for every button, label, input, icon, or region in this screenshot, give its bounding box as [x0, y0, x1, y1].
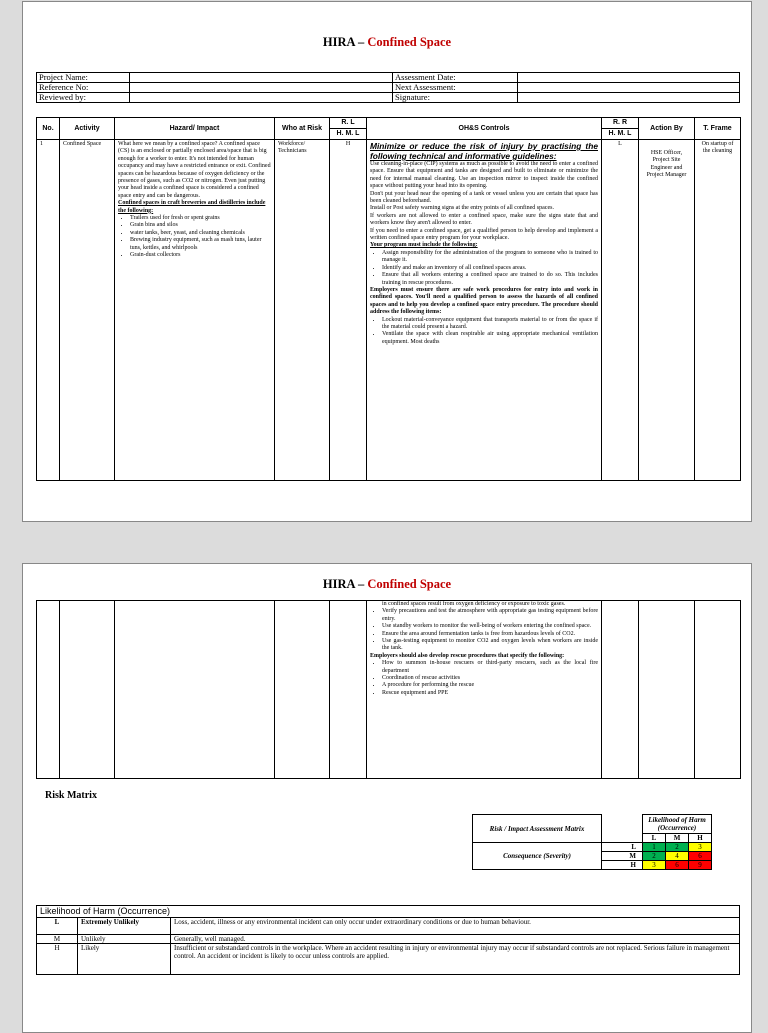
likelihood-title: Likelihood of Harm (Occurrence): [37, 906, 740, 918]
header-rr: R. R: [602, 118, 639, 129]
ohs-heading: Minimize or reduce the risk of injury by practising the following technical and informative guidelines:: [370, 141, 598, 161]
project-name-value: [130, 73, 393, 83]
col-l: L: [643, 834, 666, 843]
hazard-heading: Confined spaces in craft breweries and distilleries include the following:: [118, 200, 266, 214]
page-title: [23, 577, 751, 592]
list-item: • Use standby workers to monitor the well-being of workers entering the confined space.: [382, 623, 598, 630]
row-who: Workforce/ Technicians: [275, 140, 330, 481]
header-action: Action By: [639, 118, 695, 140]
row-h-label: H: [602, 861, 643, 870]
project-name-label: Project Name:: [37, 73, 130, 83]
ohs-para: If you need to enter a confined space, get a qualified person to help develop and implement a written confined space entry program for your workplace.: [370, 227, 598, 242]
page-title: [23, 35, 751, 50]
cont-text: in confined spaces result from oxygen deficiency or exposure to toxic gases.: [382, 601, 566, 607]
rescue-list: [370, 660, 598, 697]
list-item: • Verify precautions and test the atmosphere with appropriate gas testing equipment before entry.: [382, 608, 598, 623]
header-activity: Activity: [60, 118, 115, 140]
likelihood-name: Extremely Unlikely: [78, 918, 171, 935]
col-h: H: [689, 834, 712, 843]
hira-table: [36, 117, 741, 481]
procedure-list: [370, 317, 598, 347]
cont-rr: [602, 601, 639, 779]
list-item: • Grain bins and silos: [130, 222, 271, 229]
list-item: • Use gas-testing equipment to monitor CO2 and oxygen levels when workers are inside the tank.: [382, 638, 598, 653]
matrix-spacer: [602, 834, 643, 843]
row-tframe: On startup of the cleaning: [695, 140, 741, 481]
title-highlight: Confined Space: [367, 577, 452, 591]
header-rl: R. L: [330, 118, 367, 129]
cont-tframe: [695, 601, 741, 779]
risk-matrix-title: Risk Matrix: [45, 790, 97, 801]
employers-para: Employers must ensure there are safe work procedures for entry into and work in confined spaces. You'll need a qualified person to assess the hazards of all confined spaces and to help you develop a confined space entry procedure. The procedure should address the following items:: [370, 286, 598, 316]
likelihood-desc: Loss, accident, illness or any environmental incident can only occur under extraordinary conditions or due to human behaviour.: [171, 918, 740, 935]
cont-who: [275, 601, 330, 779]
row-no: 1: [37, 140, 60, 481]
row-rl: H: [330, 140, 367, 481]
matrix-cell: 6: [689, 852, 712, 861]
list-item: • Lockout material-conveyance equipment that transports material to or from the space if the material could present a hazard.: [382, 317, 598, 332]
likelihood-header: Likelihood of Harm (Occurrence): [643, 815, 712, 834]
header-no: No.: [37, 118, 60, 140]
list-item: • Ensure that all workers entering a confined space are trained to do so. This includes training in rescue procedures.: [382, 272, 598, 287]
ohs-para: Use cleaning-in-place (CIP) systems as much as possible to avoid the need to enter a confined space. Ensure that equipment and tanks are designed and built to eliminate or minimize the need for internal manual cleaning. Use an inspection mirror to inspect inside the confined space without putting your head into its opening.: [370, 161, 598, 190]
matrix-cell: 2: [643, 852, 666, 861]
title-prefix: HIRA –: [322, 35, 368, 49]
row-rr: L: [602, 140, 639, 481]
likelihood-name: Likely: [78, 944, 171, 975]
reference-no-value: [130, 83, 393, 93]
likelihood-table: [36, 905, 740, 975]
cont-rl: [330, 601, 367, 779]
list-item: • A procedure for performing the rescue: [382, 682, 598, 689]
list-item: • Rescue equipment and PPE: [382, 690, 598, 697]
header-who: Who at Risk: [275, 118, 330, 140]
row-m-label: M: [602, 852, 643, 861]
header-hazard: Hazard/ Impact: [115, 118, 275, 140]
header-rl-sub: H. M. L: [330, 129, 367, 140]
reviewed-by-value: [130, 93, 393, 103]
ohs-para: Install or Post safety warning signs at the entry points of all confined spaces.: [370, 205, 554, 212]
likelihood-name: Unlikely: [78, 935, 171, 944]
list-item: • How to summon in-house rescuers or third-party rescuers, such as the local fire department: [382, 660, 598, 675]
signature-label: Signature:: [393, 93, 518, 103]
list-item: • Assign responsibility for the administration of the program to someone who is trained to manage it.: [382, 250, 598, 265]
signature-value: [518, 93, 740, 103]
consequence-label: Consequence (Severity): [473, 843, 602, 870]
risk-matrix-table: [472, 814, 712, 870]
matrix-cell: 6: [666, 861, 689, 870]
ohs-para: Don't put your head near the opening of a tank or vessel unless you are certain that space has been cleaned beforehand.: [370, 190, 598, 205]
likelihood-desc: Generally, well managed.: [171, 935, 740, 944]
header-rr-sub: H. M. L: [602, 129, 639, 140]
cont-ohs: [367, 601, 602, 779]
col-m: M: [666, 834, 689, 843]
likelihood-desc: Insufficient or substandard controls in the workplace. Where an accident resulting in injury or environmental injury may occur if substandard controls are not replaced. Serious failure in management control. An accident or incident is likely to occur unless controls are applied.: [171, 944, 740, 975]
ohs-para: If workers are not allowed to enter a confined space, make sure the signs state that and workers know they aren't allowed to enter.: [370, 212, 598, 227]
matrix-cell: 9: [689, 861, 712, 870]
row-l-label: L: [602, 843, 643, 852]
assessment-date-label: Assessment Date:: [393, 73, 518, 83]
row-activity: Confined Space: [60, 140, 115, 481]
hazard-list: [118, 215, 271, 259]
hira-table-continuation: [36, 600, 741, 779]
header-ohs: OH&S Controls: [367, 118, 602, 140]
document-page-1: [22, 1, 752, 522]
matrix-cell: 4: [666, 852, 689, 861]
matrix-spacer: [602, 815, 643, 834]
list-item: • Identify and make an inventory of all confined spaces areas.: [382, 265, 598, 272]
reviewed-by-label: Reviewed by:: [37, 93, 130, 103]
reference-no-label: Reference No:: [37, 83, 130, 93]
list-item: • Brewing industry equipment, such as mash tuns, lauter tuns, kettles, and whirlpools: [130, 237, 271, 252]
cont-no: [37, 601, 60, 779]
list-item: • Ventilate the space with clean respirable air using appropriate mechanical ventilation equipment. Most deaths: [382, 331, 598, 346]
matrix-cell: 3: [689, 843, 712, 852]
title-highlight: Confined Space: [367, 35, 452, 49]
list-item: • Grain-dust collectors: [130, 252, 271, 259]
list-item: • water tanks, beer, yeast, and cleaning chemicals: [130, 230, 271, 237]
matrix-cell: 3: [643, 861, 666, 870]
document-page-2: [22, 563, 752, 1033]
likelihood-code: M: [37, 935, 78, 944]
row-hazard: [115, 140, 275, 481]
cont-action: [639, 601, 695, 779]
title-prefix: HIRA –: [322, 577, 368, 591]
likelihood-code: L: [37, 918, 78, 935]
cont-activity: [60, 601, 115, 779]
hazard-intro: What here we mean by a confined space? A confined space (CS) is an enclosed or partially enclosed area/space that is big enough for a worker to enter. It's not intended for human occupancy and may have a restricted entrance or exit. Confined spaces can be hazardous because of oxygen deficiency or the presence of gases, such as CO2 or nitrogen. Even just putting your head inside a confined space is considered a confined space entry and can be dangerous.: [118, 141, 271, 199]
program-list: [370, 250, 598, 287]
matrix-cell: 1: [643, 843, 666, 852]
list-item: • Coordination of rescue activities: [382, 675, 598, 682]
assessment-date-value: [518, 73, 740, 83]
header-tframe: T. Frame: [695, 118, 741, 140]
list-item: • Ensure the area around fermentation tanks is free from hazardous levels of CO2.: [382, 631, 598, 638]
row-ohs: [367, 140, 602, 481]
cont-list: [370, 608, 598, 652]
list-item: • Trailers used for fresh or spent grains: [130, 215, 271, 222]
row-action: HSE Officer, Project Site Engineer and Project Manager: [639, 140, 695, 481]
rescue-heading: Employers should also develop rescue procedures that specify the following:: [370, 652, 565, 659]
likelihood-code: H: [37, 944, 78, 975]
matrix-cell: 2: [666, 843, 689, 852]
next-assessment-value: [518, 83, 740, 93]
matrix-label: Risk / Impact Assessment Matrix: [473, 815, 602, 843]
program-heading: Your program must include the following:: [370, 242, 478, 249]
project-info-table: [36, 72, 740, 103]
cont-hazard: [115, 601, 275, 779]
next-assessment-label: Next Assessment:: [393, 83, 518, 93]
